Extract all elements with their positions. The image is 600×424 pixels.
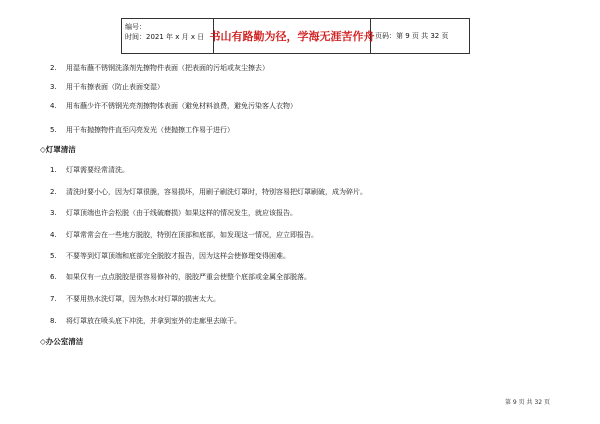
header-page-cell [371,19,469,53]
section-title-lampshade: ◇灯罩清洁 [40,145,76,154]
header-info-cell [122,19,214,53]
date-label: 时间：2021 年 x 月 x 日 [125,33,205,41]
motto-text: 书山有路勤为径，学海无涯苦作舟 [209,30,375,43]
page-footer: 第 9 页 共 32 页 [505,399,550,406]
number-label: 编号： [125,23,146,31]
page-label: 页码：第 9 页 共 32 页 [375,32,449,40]
header-motto-cell [209,19,375,53]
page-header-table [121,18,470,54]
section-title-office: ◇办公室清洁 [40,337,84,346]
document-page: 编号： 时间：2021 年 x 月 x 日 书山有路勤为径，学海无涯苦作舟 页码：第 9 页 共 32 页 2. 用湿布蘸不锈钢洗涤剂先擦物件表面（把表面的污垢或灰尘擦去） 3. 用干布擦表面（防止表面变湿） 4. 用布蘸少许不锈钢光亮剂擦物体表面（避免材料浪费，避免污染客人衣物） 5. 用干布抛擦物件直至闪亮发光（使抛擦工作易于进行） ◇灯罩清洁 1. 灯罩需要经常清洗。 2. 清洗时要小心，因为灯罩很脆，容易损坏，用刷子刷洗灯罩时，特别容易把灯罩刷破，成为碎片。 3. 灯罩顶端也许会松脱（由于线破磨损）如果这样的情况发生，就应该报告。 4. 灯罩常常会在一些地方脱胶，特别在顶部和底部，如发现这一情况，应立即报告。 5. 不要等到灯罩顶端和底部完全脱胶才报告，因为这样会使修理变得困难。 6. 如果仅有一点点脱胶是很容易修补的，脱胶严重会使整个底部或金属全部脱落。 7. 不要用热水洗灯罩，因为热水对灯罩的损害太大。 8. 将灯罩放在喷头底下冲洗，并拿到室外的走廊里去晾干。 ◇办公室清洁 第 9 页 共 32 页 [0,0,600,424]
